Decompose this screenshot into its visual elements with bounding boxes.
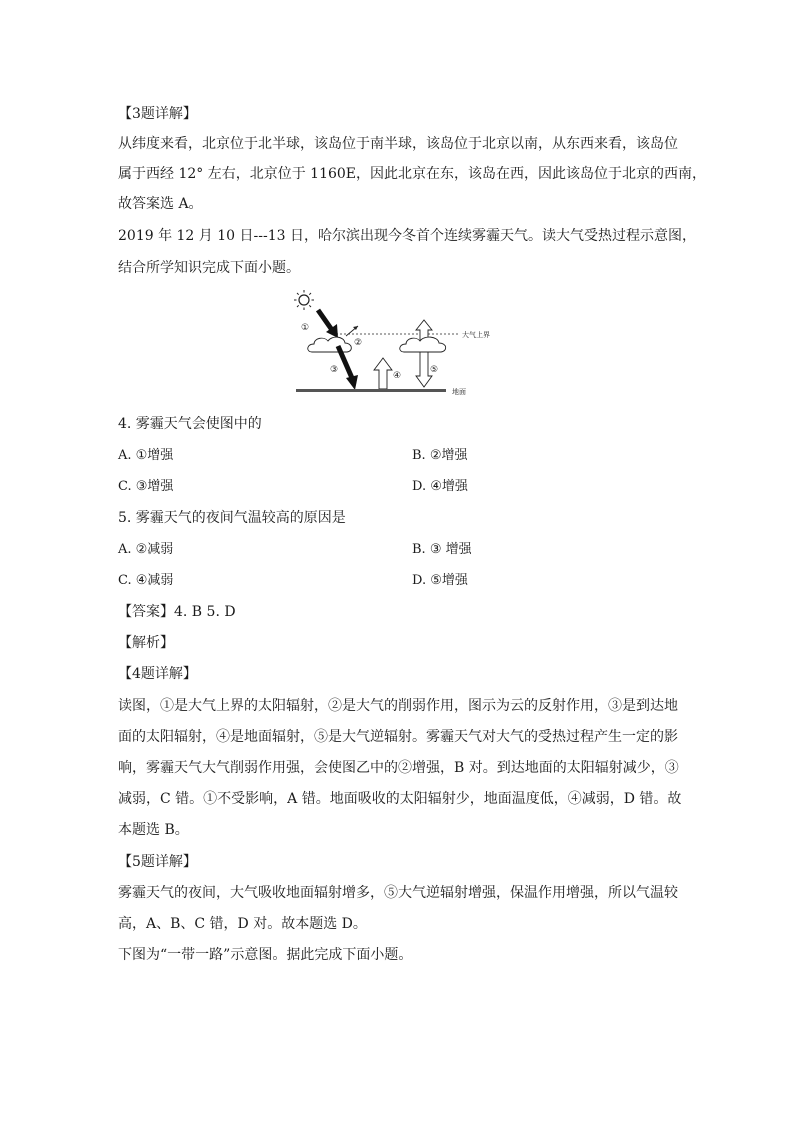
q5-explanation-line-2: 高，A、B、C 错，D 对。故本题选 D。	[118, 916, 367, 932]
ground-radiation-arrow	[374, 358, 392, 389]
q4-explanation-line-1: 读图，①是大气上界的太阳辐射，②是大气的削弱作用，图示为云的反射作用，③是到达地	[118, 698, 678, 714]
q3-text-line-1: 从纬度来看，北京位于北半球，该岛位于南半球，该岛位于北京以南，从东西来看，该岛位	[118, 136, 678, 152]
cloud-right	[400, 337, 446, 352]
q4-option-d[interactable]: D. ④增强	[412, 479, 468, 494]
q5-stem: 5. 雾霾天气的夜间气温较高的原因是	[118, 510, 346, 526]
next-question-intro: 下图为“一带一路”示意图。据此完成下面小题。	[118, 947, 413, 963]
q4-explanation-line-3: 响，雾霾天气大气削弱作用强，会使图乙中的②增强，B 对。到达地面的太阳辐射减少，③	[118, 760, 679, 776]
q4-explanation-line-4: 减弱，C 错。①不受影响，A 错。地面吸收的太阳辐射少，地面温度低，④减弱，D 错。故	[118, 791, 682, 807]
q3-heading: 【3题详解】	[118, 106, 197, 122]
atmosphere-heating-diagram	[290, 288, 510, 396]
q5-explanation-heading: 【5题详解】	[118, 854, 197, 870]
q4-explanation-heading: 【4题详解】	[118, 666, 197, 682]
label-4: ④	[393, 371, 402, 381]
q5-option-b[interactable]: B. ③ 增强	[412, 542, 472, 557]
intro-line-1: 2019 年 12 月 10 日---13 日，哈尔滨出现今冬首个连续雾霾天气。读大气受热过程示意图，	[118, 228, 696, 244]
q5-option-a[interactable]: A. ②减弱	[118, 542, 174, 557]
cloud-left	[308, 337, 352, 352]
intro-line-2: 结合所学知识完成下面小题。	[118, 260, 300, 276]
q4-explanation-line-5: 本题选 B。	[118, 822, 189, 838]
q4-explanation-line-2: 面的太阳辐射，④是地面辐射，⑤是大气逆辐射。雾霾天气对大气的受热过程产生一定的影	[118, 729, 678, 745]
label-2: ②	[354, 338, 363, 348]
analysis-heading: 【解析】	[118, 635, 174, 651]
sun-icon	[294, 290, 314, 310]
q5-option-c[interactable]: C. ④减弱	[118, 573, 174, 588]
label-1: ①	[301, 323, 310, 333]
q4-option-c[interactable]: C. ③增强	[118, 479, 174, 494]
q3-text-line-2: 属于西经 12° 左右，北京位于 1160E，因此北京在东，该岛在西，因此该岛位于北京的西南，	[118, 166, 707, 182]
q4-option-b[interactable]: B. ②增强	[412, 448, 468, 463]
q3-text-line-3: 故答案选 A。	[118, 196, 203, 212]
solar-radiation-arrow	[318, 310, 338, 338]
reflection-arrow	[346, 326, 358, 336]
label-5: ⑤	[430, 365, 439, 375]
q5-explanation-line-1: 雾霾天气的夜间，大气吸收地面辐射增多，⑤大气逆辐射增强，保温作用增强，所以气温较	[118, 885, 678, 901]
answer-line: 【答案】4. B 5. D	[118, 604, 236, 620]
q4-stem: 4. 雾霾天气会使图中的	[118, 416, 262, 432]
surface-radiation-arrow	[338, 346, 358, 390]
q5-option-d[interactable]: D. ⑤增强	[412, 573, 468, 588]
ground-surface	[296, 389, 446, 392]
upper-boundary-label: 大气上界	[462, 331, 490, 339]
ground-label: 地面	[452, 388, 466, 396]
label-3: ③	[330, 365, 339, 375]
q4-option-a[interactable]: A. ①增强	[118, 448, 174, 463]
